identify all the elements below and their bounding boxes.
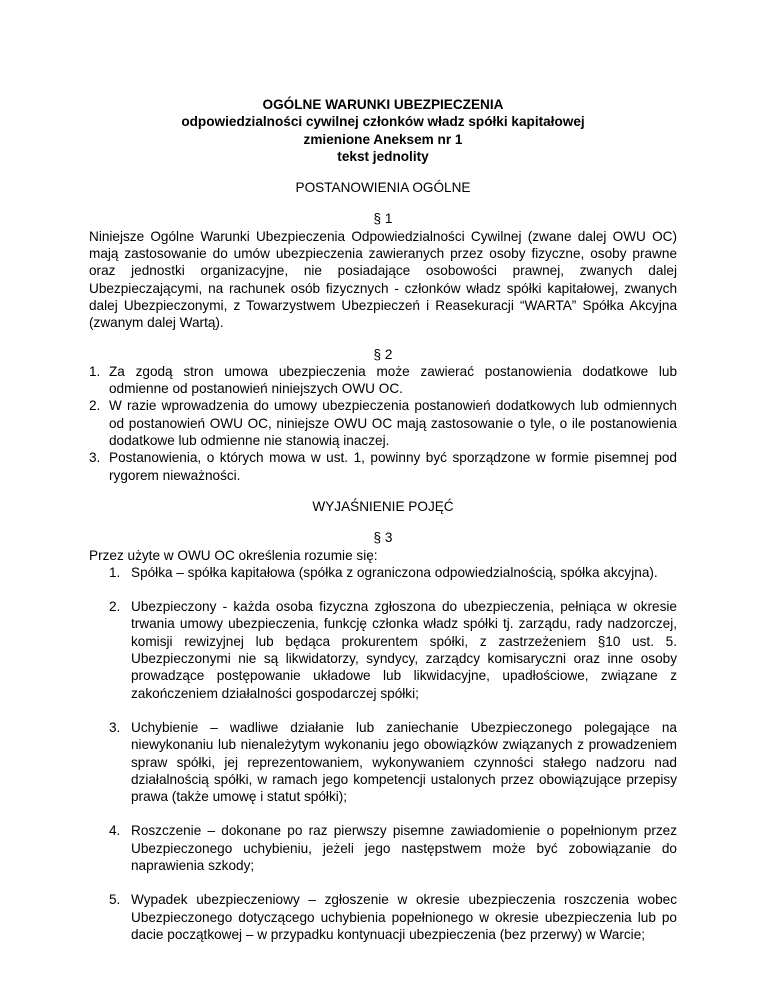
- list-item: [109, 719, 677, 805]
- list-item-text: Postanowienia, o których mowa w ust. 1, powinny być sporządzone w formie pisemnej pod rygorem nieważności.: [109, 450, 677, 483]
- title-line-2: odpowiedzialności cywilnej członków władz spółki kapitałowej: [181, 114, 585, 130]
- list-item: [109, 822, 677, 874]
- title-line-1: OGÓLNE WARUNKI UBEZPIECZENIA: [262, 97, 504, 112]
- title-line-4: tekst jednolity: [337, 148, 429, 164]
- list-item-text: Uchybienie – wadliwe działanie lub zaniechanie Ubezpieczonego polegające na niewykonaniu lub nienależytym wykonaniu jego obowiązków związanych z prowadzeniem spraw spółki, jej reprezentowaniem, wykonywaniem czynności stałego nadzoru nad działalnością spółki, w ramach jego kompetencji ustalonych przez obowiązujące przepisy prawa (także umowę i statut spółki);: [131, 719, 677, 805]
- section-heading-general: POSTANOWIENIA OGÓLNE: [295, 180, 471, 196]
- paragraph-1-text: Niniejsze Ogólne Warunki Ubezpieczenia Odpowiedzialności Cywilnej (zwane dalej OWU OC) mają zastosowanie do umów ubezpieczenia zawieranych przez osoby fizyczne, osoby prawne oraz jednostki organizacyjne, nie posiadające osobowości prawnej, zwanych dalej Ubezpieczającymi, na rachunek osób fizycznych - członków władz spółki kapitałowej, zwanych dalej Ubezpieczonymi, z Towarzystwem Ubezpieczeń i Reasekuracji “WARTA” Spółka Akcyjna (zwanym dalej Wartą).: [89, 228, 677, 331]
- list-item: [109, 891, 677, 943]
- list-item: [109, 598, 677, 702]
- list-item: [89, 397, 677, 449]
- list-item-number: 1.: [109, 564, 121, 580]
- list-item: [89, 363, 677, 398]
- list-item-text: Roszczenie – dokonane po raz pierwszy pisemne zawiadomienie o popełnionym przez Ubezpieczonego uchybieniu, jeżeli jego następstwem może być zobowiązanie do naprawienia szkody;: [131, 823, 677, 873]
- section-heading-definitions: WYJAŚNIENIE POJĘĆ: [312, 498, 454, 514]
- document-title: [89, 96, 677, 165]
- list-item-number: 5.: [109, 892, 121, 908]
- paragraph-2-list: [89, 363, 677, 484]
- paragraph-3-intro: Przez użyte w OWU OC określenia rozumie się:: [89, 547, 378, 563]
- paragraph-mark-1: § 1: [373, 211, 393, 227]
- list-item: [109, 564, 677, 581]
- document-page: [89, 96, 677, 943]
- list-item-text: Wypadek ubezpieczeniowy – zgłoszenie w okresie ubezpieczenia roszczenia wobec Ubezpieczonego dotyczącego uchybienia popełnionego w okresie ubezpieczenia lub po dacie początkowej – w przypadku kontynuacji ubezpieczenia (bez przerwy) w Warcie;: [131, 892, 677, 942]
- list-item-text: Spółka – spółka kapitałowa (spółka z ograniczona odpowiedzialnością, spółka akcyjna).: [131, 564, 658, 580]
- list-item-text: W razie wprowadzenia do umowy ubezpieczenia postanowień dodatkowych lub odmiennych od postanowień OWU OC, niniejsze OWU OC mają zastosowanie o tyle, o ile postanowienia dodatkowe lub odmienne nie stanowią inaczej.: [109, 398, 677, 449]
- list-item: [89, 449, 677, 484]
- paragraph-mark-2: § 2: [373, 346, 393, 362]
- paragraph-mark-3: § 3: [373, 530, 393, 546]
- paragraph-3-list: [89, 564, 677, 943]
- list-item-number: 3.: [109, 719, 121, 735]
- list-item-number: 3.: [89, 450, 101, 466]
- list-item-number: 1.: [89, 363, 101, 379]
- list-item-text: Za zgodą stron umowa ubezpieczenia może zawierać postanowienia dodatkowe lub odmienne od postanowień niniejszych OWU OC.: [109, 363, 677, 397]
- title-line-3: zmienione Aneksem nr 1: [303, 131, 463, 147]
- list-item-number: 2.: [109, 599, 121, 615]
- list-item-text: Ubezpieczony - każda osoba fizyczna zgłoszona do ubezpieczenia, pełniąca w okresie trwania umowy ubezpieczenia, funkcję członka władz spółki tj. zarządu, rady nadzorczej, komisji rewizyjnej lub będąca prokurentem spółki, z zastrzeżeniem §10 ust. 5. Ubezpieczonymi nie są likwidatorzy, syndycy, zarządcy komisaryczni oraz inne osoby prowadzące postępowanie układowe lub likwidacyjne, upadłościowe, związane z zakończeniem działalności gospodarczej spółki;: [131, 599, 677, 701]
- list-item-number: 4.: [109, 823, 121, 839]
- list-item-number: 2.: [89, 398, 101, 414]
